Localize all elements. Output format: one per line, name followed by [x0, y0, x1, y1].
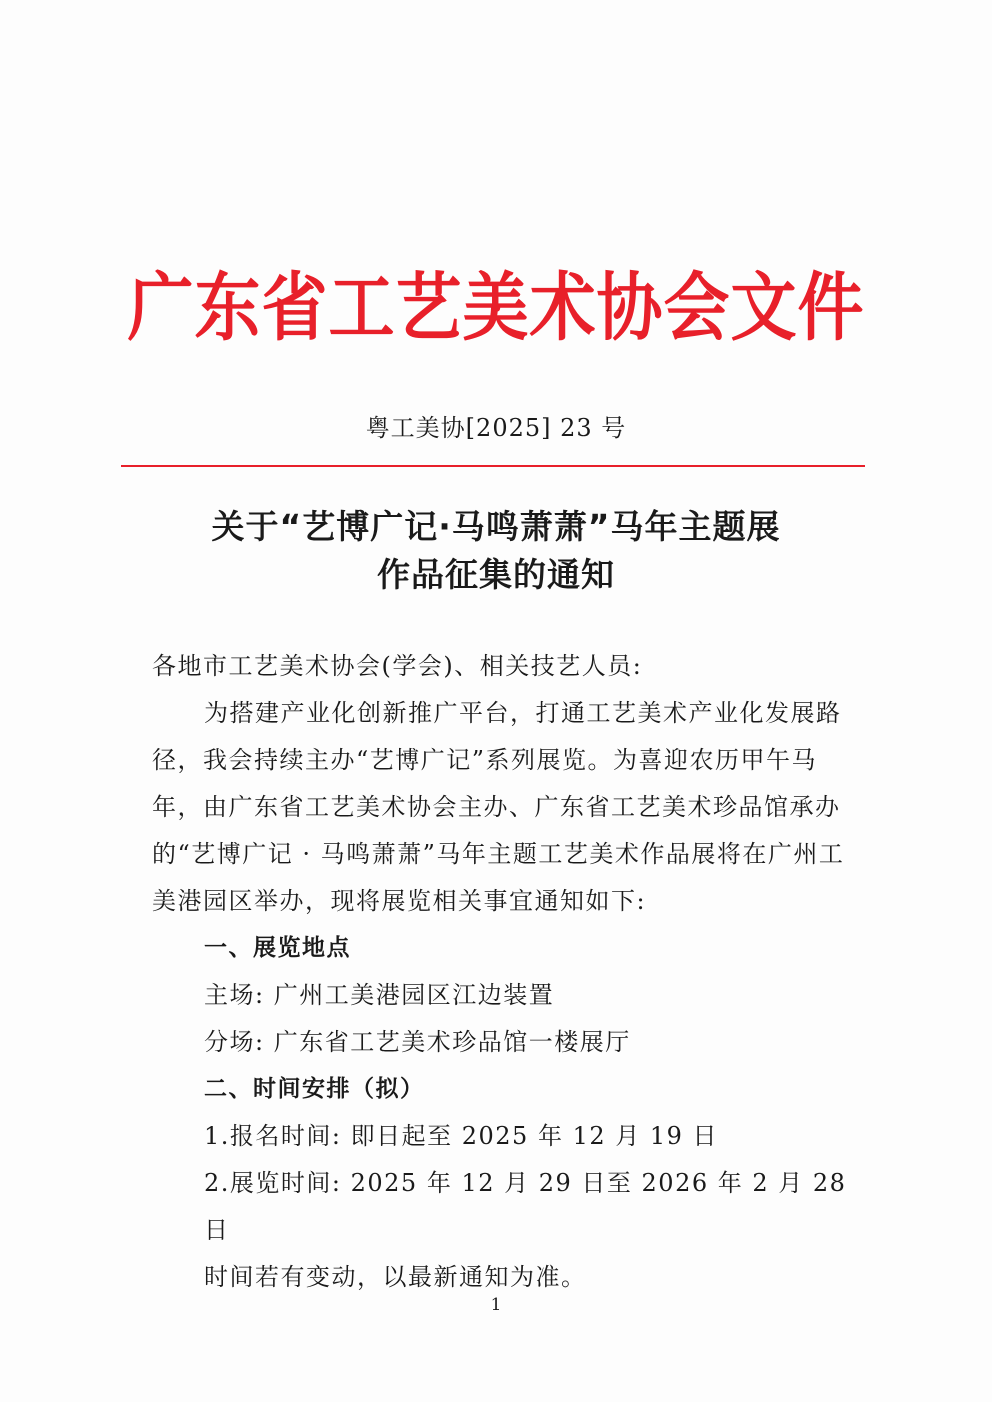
section-heading-schedule: 二、时间安排（拟） [204, 1076, 425, 1102]
notice-body [152, 643, 852, 1301]
registration-time: 1.报名时间: 即日起至 2025 年 12 月 19 日 [204, 1122, 719, 1150]
notice-title-line2: 作品征集的通知 [377, 555, 615, 594]
masthead-title: 广东省工艺美术协会文件 [127, 263, 865, 351]
notice-title [0, 503, 992, 599]
intro-paragraph: 为搭建产业化创新推广平台，打通工艺美术产业化发展路径，我会持续主办“艺博广记”系列展览。为喜迎农历甲午马年，由广东省工艺美术协会主办、广东省工艺美术珍品馆承办的“艺博广记 · 马鸣萧萧”马年主题工艺美术作品展将在广州工美港园区举办，现将展览相关事宜通知如下: [152, 699, 845, 915]
sub-venue: 分场: 广东省工艺美术珍品馆一楼展厅 [204, 1028, 631, 1056]
schedule-note: 时间若有变动，以最新通知为准。 [204, 1263, 587, 1291]
exhibition-time: 2.展览时间: 2025 年 12 月 29 日至 2026 年 2 月 28 日 [204, 1169, 847, 1244]
main-venue: 主场: 广州工美港园区江边装置 [204, 981, 555, 1009]
section-heading-venue: 一、展览地点 [204, 935, 351, 961]
page-number: 1 [490, 1295, 502, 1315]
red-divider [121, 465, 865, 467]
notice-title-line1: 关于“艺博广记·马鸣萧萧”马年主题展 [211, 507, 781, 546]
salutation: 各地市工艺美术协会(学会)、相关技艺人员: [152, 652, 643, 680]
document-number: 粤工美协[2025] 23 号 [365, 414, 627, 442]
